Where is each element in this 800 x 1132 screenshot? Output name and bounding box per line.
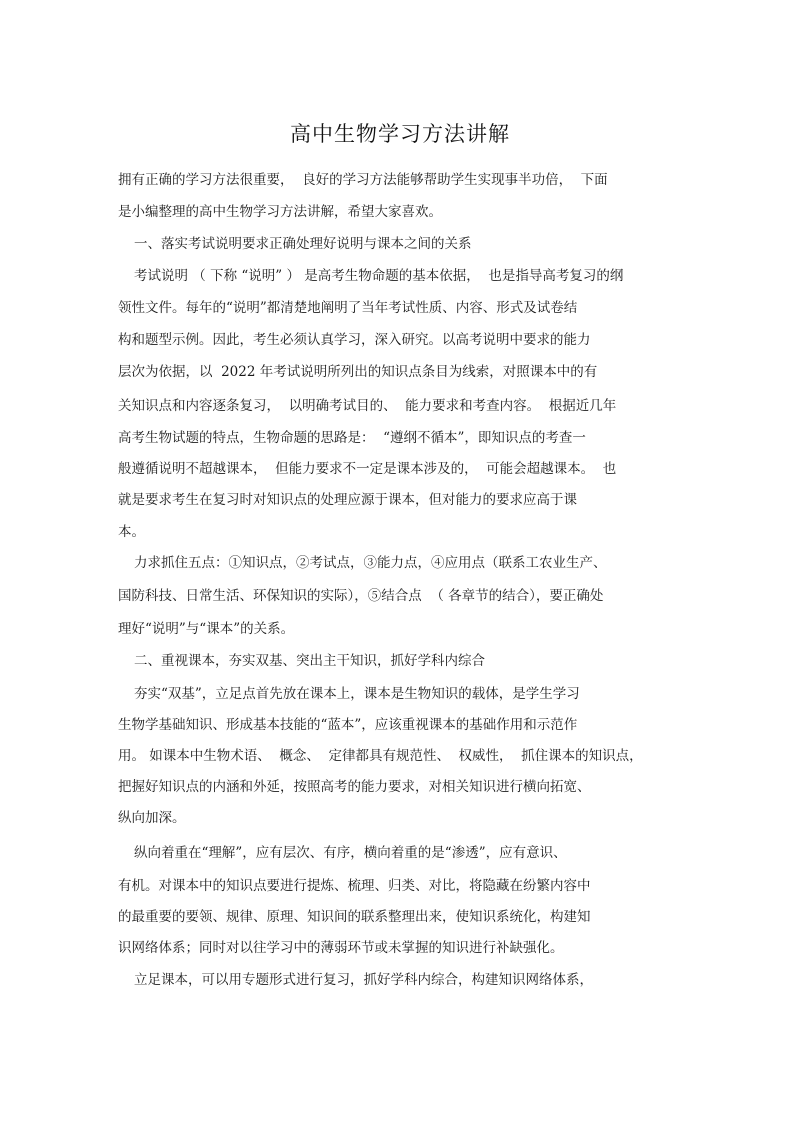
paragraph-line: 夯实“双基”，立足点首先放在课本上，课本是生物知识的载体，是学生学习 [134,686,580,702]
paragraph-line: 用。 如课本中生物术语、 概念、 定律都具有规范性、 权威性， 抓住课本的知识点， [118,748,643,764]
paragraph-line: 纵向加深。 [118,810,186,826]
paragraph-line: 纵向着重在“理解”，应有层次、有序，横向着重的是“渗透”，应有意识、 [134,845,567,861]
paragraph-line: 领性文件。每年的“说明”都清楚地阐明了当年考试性质、内容、形式及试卷结 [118,300,578,316]
paragraph-line: 把握好知识点的内涵和外延，按照高考的能力要求，对相关知识进行横向拓宽、 [118,779,591,795]
section-heading: 一、落实考试说明要求正确处理好说明与课本之间的关系 [134,236,472,252]
paragraph-line: 拥有正确的学习方法很重要， 良好的学习方法能够帮助学生实现事半功倍， 下面 [118,172,608,188]
paragraph-line: 考试说明 （ 下称 “说明” ） 是高考生物命题的基本依据， 也是指导高考复习的纲 [134,268,624,284]
paragraph-line: 识网络体系；同时对以往学习中的薄弱环节或未掌握的知识进行补缺强化。 [118,940,564,956]
paragraph-line: 力求抓住五点：①知识点，②考试点，③能力点，④应用点（联系工农业生产、 [134,555,607,571]
paragraph-line: 国防科技、日常生活、环保知识的实际），⑤结合点 （ 各章节的结合），要正确处 [118,588,604,604]
paragraph-line: 就是要求考生在复习时对知识点的处理应源于课本，但对能力的要求应高于课 [118,492,577,508]
paragraph-line: 有机。对课本中的知识点要进行提炼、梳理、归类、对比，将隐藏在纷繁内容中 [118,878,591,894]
paragraph-line: 关知识点和内容逐条复习， 以明确考试目的、 能力要求和考查内容。 根据近几年 [118,398,617,414]
paragraph-line: 立足课本，可以用专题形式进行复习，抓好学科内综合，构建知识网络体系， [134,972,593,988]
section-heading: 二、重视课本，夯实双基、突出主干知识，抓好学科内综合 [134,653,485,669]
paragraph-line: 生物学基础知识、形成基本技能的“蓝本”，应该重视课本的基础作用和示范作 [118,717,578,733]
paragraph-line: 是小编整理的高中生物学习方法讲解，希望大家喜欢。 [118,204,442,220]
paragraph-line: 构和题型示例。因此，考生必须认真学习，深入研究。以高考说明中要求的能力 [118,332,591,348]
paragraph-line: 本。 [118,524,145,540]
paragraph-line: 层次为依据，以 2022 年考试说明所列出的知识点条目为线索，对照课本中的有 [118,364,598,380]
paragraph-line: 的最重要的要领、规律、原理、知识间的联系整理出来，使知识系统化，构建知 [118,909,591,925]
page-title: 高中生物学习方法讲解 [290,122,510,146]
paragraph-line: 高考生物试题的特点，生物命题的思路是： “遵纲不循本”，即知识点的考查一 [118,430,586,446]
paragraph-line: 理好“说明”与“课本”的关系。 [118,621,295,637]
paragraph-line: 般遵循说明不超越课本， 但能力要求不一定是课本涉及的， 可能会超越课本。 也 [118,461,617,477]
